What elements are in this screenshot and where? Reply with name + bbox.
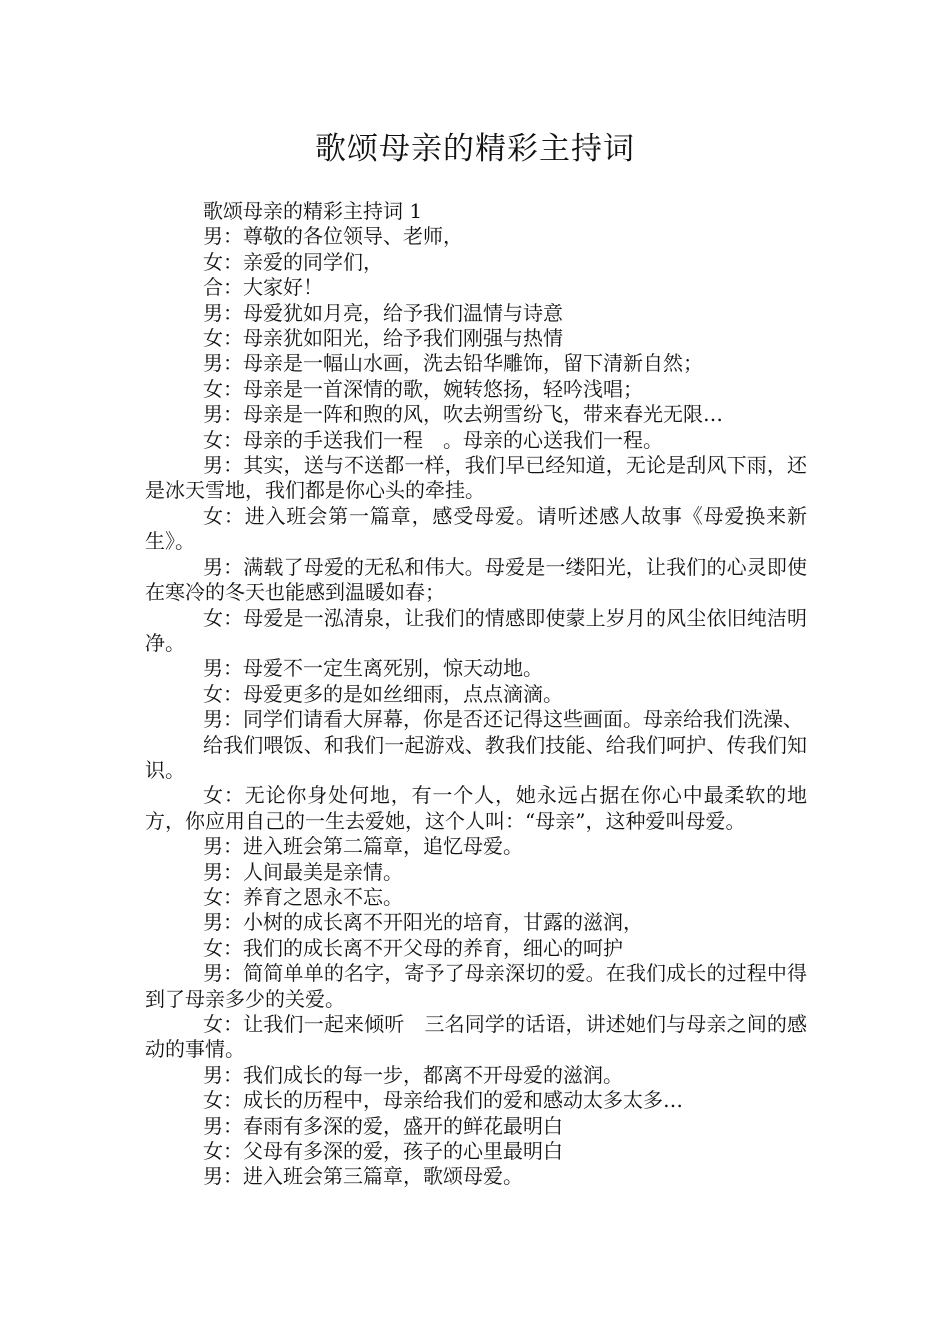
paragraph: 歌颂母亲的精彩主持词 1 [203, 199, 423, 223]
paragraph: 女：母爱是一泓清泉，让我们的情感即使蒙上岁月的风尘依旧纯洁明净。 [145, 605, 807, 655]
paragraph: 女：成长的历程中，母亲给我们的爱和感动太多太多… [203, 1088, 683, 1113]
paragraph: 男：同学们请看大屏幕，你是否还记得这些画面。母亲给我们洗澡、 [203, 707, 803, 732]
paragraph: 女：亲爱的同学们， [203, 249, 383, 274]
paragraph: 女：母亲犹如阳光，给予我们刚强与热情 [203, 326, 563, 351]
paragraph: 女：让我们一起来倾听 三名同学的话语，讲述她们与母亲之间的感动的事情。 [145, 1012, 807, 1062]
paragraph: 男：春雨有多深的爱，盛开的鲜花最明白 [203, 1113, 563, 1138]
paragraph: 男：进入班会第二篇章，追忆母爱。 [203, 834, 523, 859]
paragraph: 女：无论你身处何地，有一个人，她永远占据在你心中最柔软的地方，你应用自己的一生去爱她，这个人叫：“母亲”，这种爱叫母爱。 [145, 783, 807, 833]
paragraph: 男：小树的成长离不开阳光的培育，甘露的滋润， [203, 910, 643, 935]
paragraph: 给我们喂饭、和我们一起游戏、教我们技能、给我们呵护、传我们知识。 [145, 732, 807, 782]
paragraph: 女：父母有多深的爱，孩子的心里最明白 [203, 1139, 563, 1164]
paragraph: 女：母爱更多的是如丝细雨，点点滴滴。 [203, 681, 563, 706]
paragraph: 男：满载了母爱的无私和伟大。母爱是一缕阳光，让我们的心灵即使在寒冷的冬天也能感到温暖如春； [145, 554, 807, 605]
paragraph: 女：养育之恩永不忘。 [203, 884, 403, 909]
paragraph: 女：母亲是一首深情的歌，婉转悠扬，轻吟浅唱； [203, 376, 643, 401]
paragraph: 男：尊敬的各位领导、老师， [203, 224, 463, 249]
document-title: 歌颂母亲的精彩主持词 [315, 131, 635, 167]
paragraph: 男：简简单单的名字，寄予了母亲深切的爱。在我们成长的过程中得到了母亲多少的关爱。 [145, 961, 807, 1011]
paragraph: 女：进入班会第一篇章，感受母爱。请听述感人故事《母爱换来新生》。 [145, 503, 807, 554]
paragraph: 男：人间最美是亲情。 [203, 859, 403, 884]
paragraph: 合：大家好！ [203, 275, 323, 300]
paragraph: 男：母爱犹如月亮，给予我们温情与诗意 [203, 300, 563, 325]
paragraph: 男：母亲是一幅山水画，洗去铅华雕饰，留下清新自然； [203, 351, 703, 376]
paragraph: 男：母亲是一阵和煦的风，吹去朔雪纷飞，带来春光无限… [203, 402, 723, 427]
paragraph: 男：母爱不一定生离死别，惊天动地。 [203, 656, 543, 681]
paragraph: 男：我们成长的每一步，都离不开母爱的滋润。 [203, 1062, 623, 1087]
paragraph: 男：其实，送与不送都一样，我们早已经知道，无论是刮风下雨，还是冰天雪地，我们都是你心头的牵挂。 [145, 453, 807, 503]
document-body [145, 199, 807, 1190]
paragraph: 女：我们的成长离不开父母的养育，细心的呵护 [203, 935, 623, 960]
paragraph: 女：母亲的手送我们一程 。母亲的心送我们一程。 [203, 427, 663, 452]
paragraph: 男：进入班会第三篇章，歌颂母爱。 [203, 1164, 523, 1189]
